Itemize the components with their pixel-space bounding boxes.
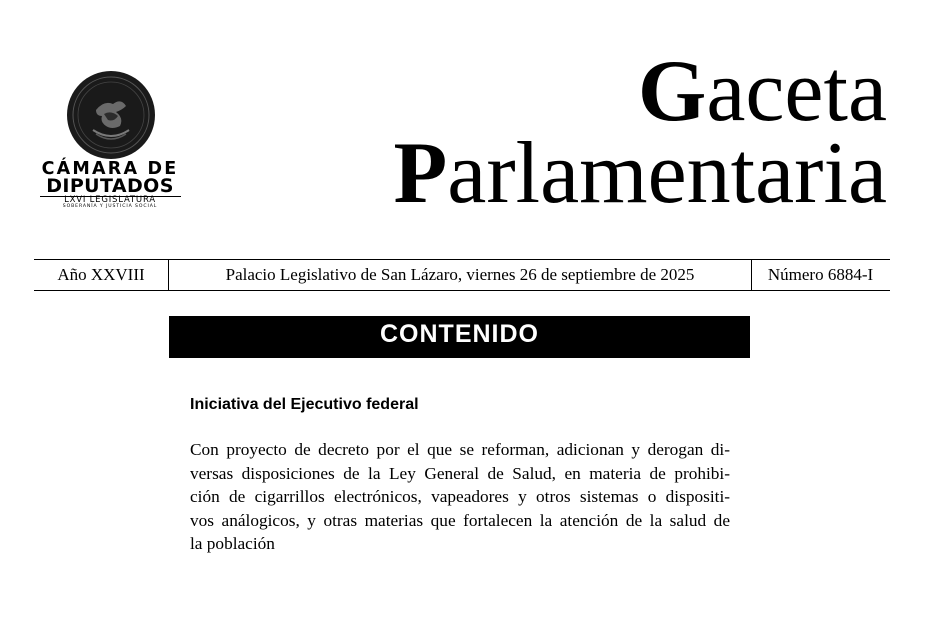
issue-info-bar xyxy=(34,259,890,291)
coat-of-arms-seal-icon xyxy=(66,70,156,160)
issue-year: Año XXVIII xyxy=(57,265,145,284)
issue-place-date: Palacio Legislativo de San Lázaro, viernes 26 de septiembre de 2025 xyxy=(168,260,752,290)
contents-banner: CONTENIDO xyxy=(169,316,750,358)
chamber-logo xyxy=(30,66,190,216)
body-line: la población xyxy=(190,534,275,553)
section-body xyxy=(190,438,730,556)
title-gaceta-initial: G xyxy=(637,43,707,140)
logo-text-camara: CÁMARA DE xyxy=(41,159,179,179)
body-line: Con proyecto de decreto por el que se reforman, adicionan y derogan di- xyxy=(190,440,730,459)
section-title: Iniciativa del Ejecutivo federal xyxy=(190,396,419,413)
title-parlamentaria xyxy=(393,125,887,222)
title-parlamentaria-initial: P xyxy=(393,125,448,222)
title-parlamentaria-rest: arlamentaria xyxy=(447,125,887,222)
logo-text-legislatura: LXVI LEGISLATURA xyxy=(64,195,156,205)
body-line: versas disposiciones de la Ley General de Salud, en materia de prohibi- xyxy=(190,463,730,483)
title-gaceta xyxy=(637,43,887,140)
logo-text-motto: SOBERANÍA Y JUSTICIA SOCIAL xyxy=(62,204,158,209)
issue-number: Número 6884-I xyxy=(767,265,874,284)
body-line: ción de cigarrillos electrónicos, vapeadores y otros sistemas o dispositi- xyxy=(190,487,730,506)
body-line: vos análogicos, y otras materias que fortalecen la atención de la salud de xyxy=(190,510,730,530)
logo-text-diputados: DIPUTADOS xyxy=(46,175,174,197)
title-gaceta-rest: aceta xyxy=(706,43,887,140)
